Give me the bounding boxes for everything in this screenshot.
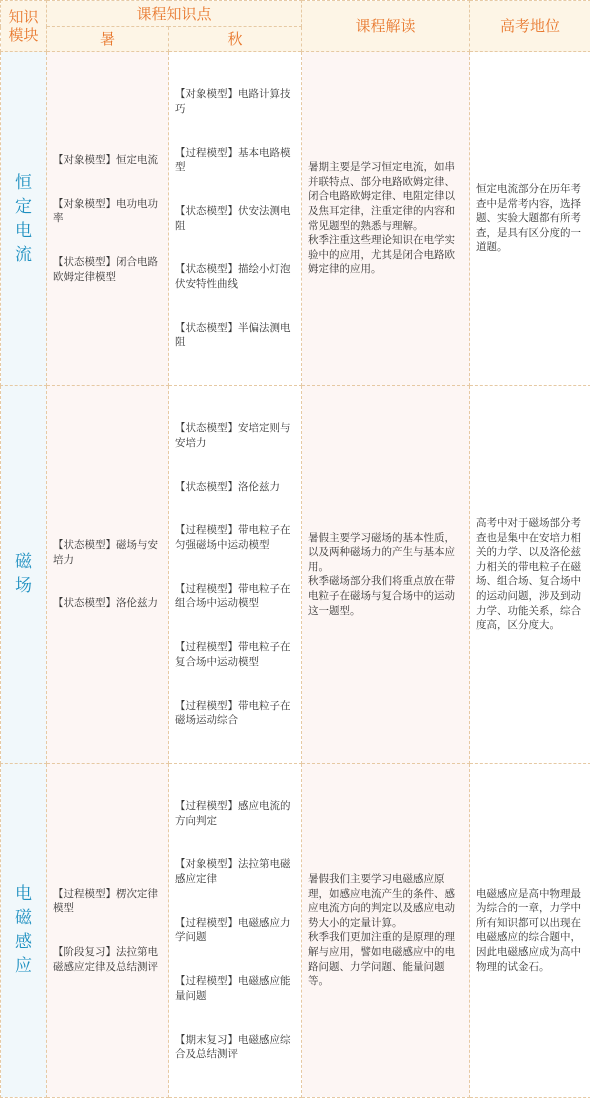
course-interpretation: 暑期主要是学习恒定电流，如串并联特点、部分电路欧姆定律、闭合电路欧姆定律、电阻定律以及焦耳定律，注重定律的内容和常见题型的熟悉与理解。 秋季注重这些理论知识在电学实验中的应用，尤其是闭合电路欧姆定律的应用。 (302, 52, 470, 386)
table-row (1, 386, 590, 764)
summer-points (47, 386, 169, 764)
autumn-points (169, 763, 302, 1097)
list-item: 【状态模型】半偏法测电阻 (175, 321, 296, 350)
header-exam: 高考地位 (470, 1, 590, 52)
list-item: 【状态模型】描绘小灯泡伏安特性曲线 (175, 262, 296, 291)
list-item: 【阶段复习】法拉第电磁感应定律及总结测评 (53, 945, 163, 974)
list-item: 【过程模型】带电粒子在磁场运动综合 (175, 699, 296, 728)
list-item: 【对象模型】电功电功率 (53, 197, 163, 226)
list-item: 【对象模型】法拉第电磁感应定律 (175, 857, 296, 886)
list-item: 【过程模型】电磁感应能量问题 (175, 974, 296, 1003)
list-item: 【对象模型】恒定电流 (53, 153, 163, 168)
summer-points (47, 52, 169, 386)
exam-status: 恒定电流部分在历年考查中是常考内容，选择题、实验大题都有所考查，是具有区分度的一道题。 (470, 52, 590, 386)
header-interpretation: 课程解读 (302, 1, 470, 52)
list-item: 【状态模型】洛伦兹力 (175, 480, 296, 495)
list-item: 【期末复习】电磁感应综合及总结测评 (175, 1033, 296, 1062)
list-item: 【过程模型】基本电路模型 (175, 146, 296, 175)
list-item: 【过程模型】带电粒子在复合场中运动模型 (175, 640, 296, 669)
header-knowledge: 课程知识点 (47, 1, 302, 27)
autumn-points (169, 386, 302, 764)
table-row (1, 52, 590, 386)
list-item: 【过程模型】楞次定律模型 (53, 887, 163, 916)
list-item: 【状态模型】安培定则与安培力 (175, 421, 296, 450)
header-summer: 暑 (47, 27, 169, 52)
list-item: 【过程模型】感应电流的方向判定 (175, 799, 296, 828)
list-item: 【过程模型】带电粒子在组合场中运动模型 (175, 582, 296, 611)
course-interpretation: 暑假主要学习磁场的基本性质，以及两种磁场力的产生与基本应用。 秋季磁场部分我们将重点放在带电粒子在磁场与复合场中的运动这一题型。 (302, 386, 470, 764)
list-item: 【状态模型】磁场与安培力 (53, 538, 163, 567)
autumn-points (169, 52, 302, 386)
topic-label: 电磁感应 (1, 763, 47, 1097)
list-item: 【对象模型】电路计算技巧 (175, 87, 296, 116)
list-item: 【过程模型】电磁感应力学问题 (175, 916, 296, 945)
topic-label: 恒定电流 (1, 52, 47, 386)
summer-points (47, 763, 169, 1097)
table-row (1, 763, 590, 1097)
header-autumn: 秋 (169, 27, 302, 52)
list-item: 【状态模型】洛伦兹力 (53, 596, 163, 611)
exam-status: 电磁感应是高中物理最为综合的一章，力学中所有知识都可以出现在电磁感应的综合题中，因此电磁感应成为高中物理的试金石。 (470, 763, 590, 1097)
exam-status: 高考中对于磁场部分考查也是集中在安培力相关的力学、以及洛伦兹力相关的带电粒子在磁场、组合场、复合场中的运动问题，涉及到动力学、功能关系，综合度高，区分度大。 (470, 386, 590, 764)
course-interpretation: 暑假我们主要学习电磁感应原理，如感应电流产生的条件、感应电流方向的判定以及感应电动势大小的定量计算。 秋季我们更加注重的是原理的理解与应用，譬如电磁感应中的电路问题、力学问题、能量问题等。 (302, 763, 470, 1097)
list-item: 【过程模型】带电粒子在匀强磁场中运动模型 (175, 523, 296, 552)
header-topic: 知识模块 (1, 1, 47, 52)
topic-label: 磁场 (1, 386, 47, 764)
list-item: 【状态模型】闭合电路欧姆定律模型 (53, 255, 163, 284)
list-item: 【状态模型】伏安法测电阻 (175, 204, 296, 233)
